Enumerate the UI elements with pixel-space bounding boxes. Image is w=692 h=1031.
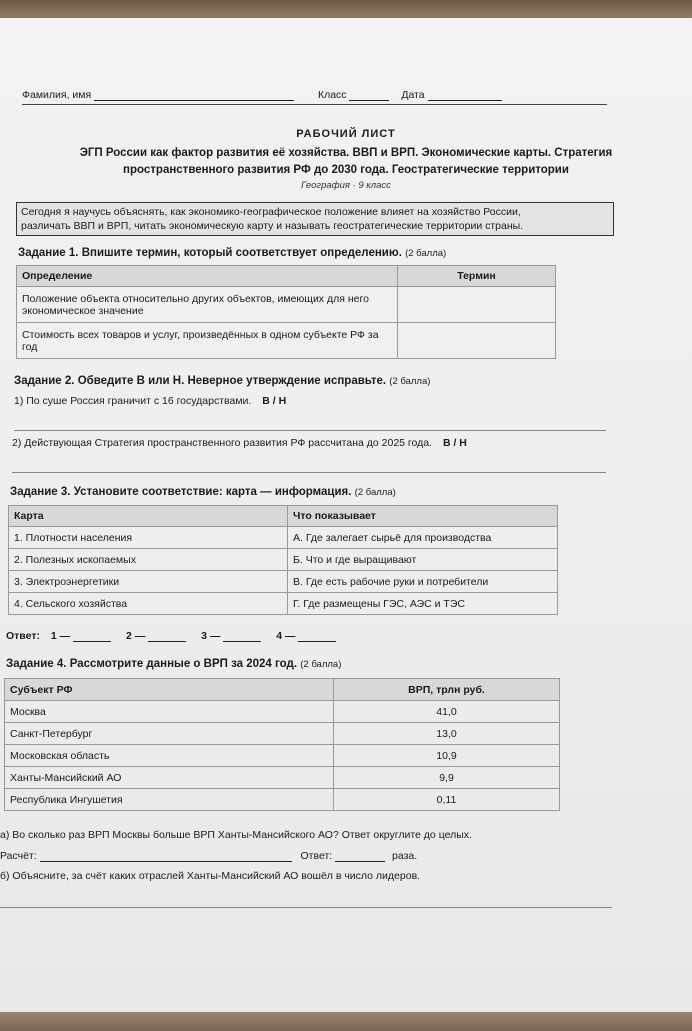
task3-answer-row (6, 629, 606, 642)
task3-row-4-map: 4. Сельского хозяйства (9, 593, 288, 615)
goal-box (16, 202, 614, 236)
topic-line-2: пространственного развития РФ до 2030 года. Геостратегические территории (123, 164, 569, 176)
task4-row-5-value: 0,11 (334, 789, 560, 811)
task1-col-term: Термин (398, 266, 556, 287)
task4-times-label: раза. (392, 850, 418, 862)
task3-row-3-info: В. Где есть рабочие руки и потребители (288, 571, 558, 593)
task4-question-b: б) Объясните, за счёт каких отраслей Ханты-Мансийский АО вошёл в число лидеров. (0, 870, 421, 882)
task2-statement-2-choice[interactable]: В / Н (442, 437, 467, 449)
task3-row-2-info: Б. Что и где выращивают (288, 549, 558, 571)
class-field[interactable] (349, 88, 389, 101)
task2-correction-line-1[interactable] (14, 430, 606, 431)
task3-col-map: Карта (9, 506, 288, 527)
task1-row-1-term[interactable] (398, 287, 556, 323)
task3-row-3-map: 3. Электроэнергетики (9, 571, 288, 593)
task4-row-2-value: 13,0 (334, 723, 560, 745)
header-divider (22, 104, 607, 105)
date-field[interactable] (428, 88, 502, 101)
date-label: Дата (401, 89, 425, 101)
task2-statement-1-text: 1) По суше Россия граничит с 16 государствами. (14, 395, 252, 407)
task2-title: Задание 2. Обведите В или Н. Неверное утверждение исправьте. (14, 375, 387, 387)
task4-points: (2 балла) (300, 659, 342, 670)
task2-correction-line-2[interactable] (12, 472, 606, 473)
page-title: РАБОЧИЙ ЛИСТ (296, 128, 396, 140)
task1-points: (2 балла) (405, 248, 447, 259)
task4-answer-field[interactable] (335, 849, 385, 862)
task4-calc-row (0, 849, 650, 862)
task1-title: Задание 1. Впишите термин, который соответствует определению. (18, 247, 402, 259)
task3-answer-1-label: 1 — (50, 630, 71, 642)
table-surface-bottom (0, 1012, 692, 1031)
task3-answer-2-label: 2 — (126, 630, 146, 642)
task1-col-definition: Определение (17, 266, 398, 287)
task4-calc-field[interactable] (40, 849, 292, 862)
task4-heading (6, 658, 606, 670)
name-label: Фамилия, имя (22, 89, 92, 101)
worksheet-page (0, 18, 692, 1016)
task3-answer-1-field[interactable] (73, 629, 111, 642)
task4-answer-label: Ответ: (300, 850, 333, 862)
task4-question-a: а) Во сколько раз ВРП Москвы больше ВРП Ханты-Мансийского АО? Ответ округлите до целых. (0, 829, 472, 841)
task1-row-2-definition: Стоимость всех товаров и услуг, произведённых в одном субъекте РФ за год (17, 323, 398, 359)
subject-caption: География · 9 класс (301, 180, 391, 191)
class-label: Класс (317, 89, 347, 101)
task4-row-4-subject: Ханты-Мансийский АО (5, 767, 334, 789)
task3-answer-label: Ответ: (6, 630, 40, 642)
task4-table (4, 678, 560, 811)
goal-line-1: Сегодня я научусь объяснять, как экономико-географическое положение влияет на хозяйство России, (21, 206, 521, 218)
task3-answer-2-field[interactable] (148, 629, 186, 642)
task3-title: Задание 3. Установите соответствие: карта — информация. (10, 486, 352, 498)
goal-line-2: различать ВВП и ВРП, читать экономическую карту и называть геостратегические территории страны. (21, 220, 524, 232)
task4-row-3-subject: Московская область (5, 745, 334, 767)
task3-table (8, 505, 558, 615)
task3-col-info: Что показывает (288, 506, 558, 527)
task2-statement-2 (12, 437, 612, 449)
task3-answer-3-label: 3 — (201, 630, 221, 642)
task3-heading (10, 486, 610, 498)
task4-answer-line-b[interactable] (0, 907, 612, 908)
task4-row-3-value: 10,9 (334, 745, 560, 767)
task4-row-4-value: 9,9 (334, 767, 560, 789)
task3-answer-4-label: 4 — (276, 630, 296, 642)
task4-col-value: ВРП, трлн руб. (334, 679, 560, 701)
task3-answer-3-field[interactable] (223, 629, 261, 642)
task3-answer-4-field[interactable] (298, 629, 336, 642)
name-field[interactable] (94, 88, 294, 101)
topic-line-1: ЭГП России как фактор развития её хозяйства. ВВП и ВРП. Экономические карты. Стратегия (79, 147, 613, 159)
task3-row-1-map: 1. Плотности населения (9, 527, 288, 549)
task3-row-1-info: А. Где залегает сырьё для производства (288, 527, 558, 549)
task2-heading (14, 375, 614, 387)
task2-points: (2 балла) (389, 376, 431, 387)
task4-row-5-subject: Республика Ингушетия (5, 789, 334, 811)
task3-row-4-info: Г. Где размещены ГЭС, АЭС и ТЭС (288, 593, 558, 615)
task4-col-subject: Субъект РФ (5, 679, 334, 701)
task4-row-1-value: 41,0 (334, 701, 560, 723)
task2-statement-1-choice[interactable]: В / Н (262, 395, 287, 407)
task1-row-2-term[interactable] (398, 323, 556, 359)
task4-row-1-subject: Москва (5, 701, 334, 723)
task1-table (16, 265, 556, 359)
task3-row-2-map: 2. Полезных ископаемых (9, 549, 288, 571)
task3-points: (2 балла) (354, 487, 396, 498)
task2-statement-2-text: 2) Действующая Стратегия пространственного развития РФ рассчитана до 2025 года. (12, 437, 433, 449)
task4-title: Задание 4. Рассмотрите данные о ВРП за 2024 год. (6, 658, 298, 670)
task4-row-2-subject: Санкт-Петербург (5, 723, 334, 745)
task4-calc-label: Расчёт: (0, 850, 37, 862)
task1-heading (18, 247, 618, 259)
task2-statement-1 (14, 395, 614, 407)
header-row (22, 88, 612, 101)
task1-row-1-definition: Положение объекта относительно других объектов, имеющих для него экономическое значение (17, 287, 398, 323)
